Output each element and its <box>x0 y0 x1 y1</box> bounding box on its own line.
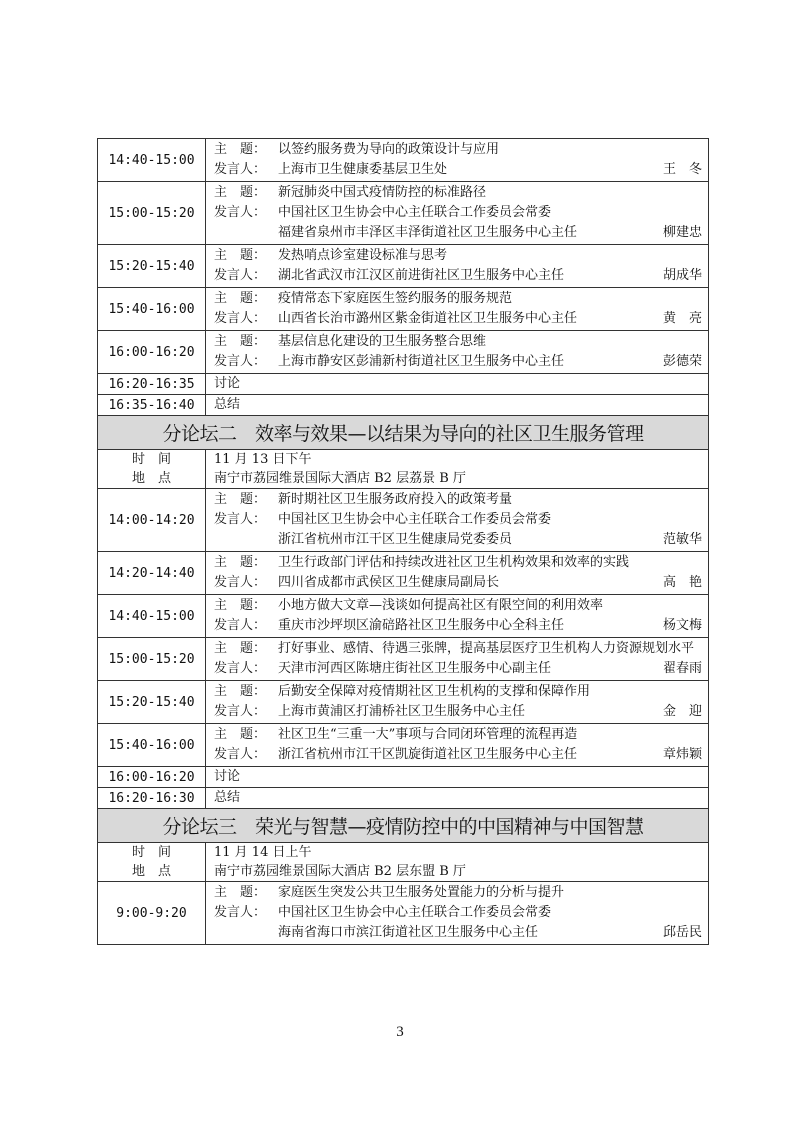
topic-text: 基层信息化建设的卫生服务整合思维 <box>278 334 487 349</box>
topic-line <box>214 183 702 203</box>
session-time: 16:00-16:20 <box>98 331 206 374</box>
speaker-line <box>214 573 702 593</box>
topic-line <box>214 332 702 352</box>
speaker-name: 黄 亮 <box>662 311 702 326</box>
speaker-org: 山西省长治市潞州区紫金街道社区卫生服务中心主任 <box>278 311 578 326</box>
topic-label: 主 题： <box>214 727 267 742</box>
topic-label: 主 题： <box>214 598 267 613</box>
speaker-org: 海南省海口市滨江街道社区卫生服务中心主任 <box>278 925 539 940</box>
topic-line <box>214 682 702 702</box>
speaker-line <box>214 903 702 923</box>
time-place-values <box>206 843 709 882</box>
session-info <box>206 552 709 595</box>
session-time: 16:00-16:20 <box>98 767 206 788</box>
topic-text: 发热哨点诊室建设标准与思考 <box>278 248 448 263</box>
session-row <box>98 767 709 788</box>
session-row <box>98 245 709 288</box>
session-time: 15:20-15:40 <box>98 245 206 288</box>
speaker-line <box>214 659 702 679</box>
session-info <box>206 331 709 374</box>
session-row <box>98 288 709 331</box>
time-place-labels <box>98 450 206 489</box>
topic-text: 社区卫生“三重一大”事项与合同闭环管理的流程再造 <box>278 727 578 742</box>
topic-label: 主 题： <box>214 291 267 306</box>
speaker-name: 邱岳民 <box>662 925 702 940</box>
forum-place: 南宁市荔园维景国际大酒店 B2 层荔景 B 厅 <box>214 471 466 486</box>
session-time: 14:20-14:40 <box>98 552 206 595</box>
session-note: 总结 <box>206 395 709 416</box>
speaker-line <box>214 923 702 943</box>
topic-label: 主 题： <box>214 142 267 157</box>
topic-text: 家庭医生突发公共卫生服务处置能力的分析与提升 <box>278 885 565 900</box>
session-info <box>206 681 709 724</box>
forum-time: 11 月 13 日下午 <box>214 452 312 467</box>
topic-line <box>214 289 702 309</box>
forum-header-row <box>98 416 709 450</box>
speaker-label: 发言人： <box>214 905 267 920</box>
speaker-label: 发言人： <box>214 354 267 369</box>
session-time: 16:20-16:30 <box>98 788 206 809</box>
session-info <box>206 245 709 288</box>
session-row <box>98 882 709 945</box>
schedule-table <box>97 138 709 945</box>
session-row <box>98 788 709 809</box>
topic-label: 主 题： <box>214 248 267 263</box>
session-info <box>206 182 709 245</box>
session-time: 16:35-16:40 <box>98 395 206 416</box>
speaker-name: 柳建忠 <box>662 225 702 240</box>
session-info <box>206 288 709 331</box>
topic-text: 小地方做大文章—浅谈如何提高社区有限空间的利用效率 <box>278 598 604 613</box>
session-info <box>206 595 709 638</box>
session-row <box>98 552 709 595</box>
session-row <box>98 374 709 395</box>
speaker-line <box>214 745 702 765</box>
speaker-org: 重庆市沙坪坝区渝碚路社区卫生服务中心全科主任 <box>278 618 565 633</box>
speaker-line <box>214 616 702 636</box>
page-number: 3 <box>396 1024 404 1040</box>
speaker-org: 中国社区卫生协会中心主任联合工作委员会常委 <box>278 512 552 527</box>
topic-line <box>214 553 702 573</box>
time-label: 时 间 <box>131 845 171 860</box>
speaker-org: 浙江省杭州市江干区凯旋街道社区卫生服务中心主任 <box>278 747 578 762</box>
topic-label: 主 题： <box>214 555 267 570</box>
speaker-line <box>214 309 702 329</box>
session-time: 9:00-9:20 <box>98 882 206 945</box>
topic-text: 疫情常态下家庭医生签约服务的服务规范 <box>278 291 513 306</box>
place-label: 地 点 <box>131 864 171 879</box>
speaker-org: 中国社区卫生协会中心主任联合工作委员会常委 <box>278 205 552 220</box>
speaker-name: 范敏华 <box>662 532 702 547</box>
speaker-org: 福建省泉州市丰泽区丰泽街道社区卫生服务中心主任 <box>278 225 578 240</box>
speaker-name: 金 迎 <box>662 704 702 719</box>
session-row <box>98 139 709 182</box>
speaker-label: 发言人： <box>214 311 267 326</box>
speaker-line <box>214 352 702 372</box>
speaker-org: 中国社区卫生协会中心主任联合工作委员会常委 <box>278 905 552 920</box>
topic-line <box>214 883 702 903</box>
speaker-name: 彭德荣 <box>662 354 702 369</box>
speaker-org: 湖北省武汉市江汉区前进街社区卫生服务中心主任 <box>278 268 565 283</box>
place-label: 地 点 <box>131 471 171 486</box>
forum-title: 分论坛三 荣光与智慧—疫情防控中的中国精神与中国智慧 <box>98 809 709 843</box>
speaker-label: 发言人： <box>214 512 267 527</box>
session-info <box>206 489 709 552</box>
speaker-label: 发言人： <box>214 704 267 719</box>
session-info <box>206 882 709 945</box>
speaker-name: 胡成华 <box>662 268 702 283</box>
topic-line <box>214 490 702 510</box>
topic-label: 主 题： <box>214 185 267 200</box>
session-time: 15:40-16:00 <box>98 288 206 331</box>
time-label: 时 间 <box>131 452 171 467</box>
session-time: 14:40-15:00 <box>98 139 206 182</box>
speaker-org: 上海市黄浦区打浦桥社区卫生服务中心主任 <box>278 704 526 719</box>
session-time: 16:20-16:35 <box>98 374 206 395</box>
speaker-name: 翟春雨 <box>662 661 702 676</box>
speaker-org: 天津市河西区陈塘庄街社区卫生服务中心副主任 <box>278 661 552 676</box>
speaker-line <box>214 223 702 243</box>
speaker-org: 浙江省杭州市江干区卫生健康局党委委员 <box>278 532 513 547</box>
speaker-name: 王 冬 <box>662 162 702 177</box>
session-time: 15:00-15:20 <box>98 182 206 245</box>
speaker-label: 发言人： <box>214 205 267 220</box>
speaker-name: 高 艳 <box>662 575 702 590</box>
speaker-label: 发言人： <box>214 162 267 177</box>
topic-label: 主 题： <box>214 885 267 900</box>
speaker-line <box>214 702 702 722</box>
speaker-label: 发言人： <box>214 661 267 676</box>
session-row <box>98 638 709 681</box>
session-note: 讨论 <box>206 374 709 395</box>
topic-text: 新冠肺炎中国式疫情防控的标准路径 <box>278 185 487 200</box>
session-time: 15:20-15:40 <box>98 681 206 724</box>
session-time: 15:00-15:20 <box>98 638 206 681</box>
speaker-name: 杨文梅 <box>662 618 702 633</box>
time-place-row <box>98 843 709 882</box>
topic-line <box>214 725 702 745</box>
forum-header-row <box>98 809 709 843</box>
forum-title: 分论坛二 效率与效果—以结果为导向的社区卫生服务管理 <box>98 416 709 450</box>
topic-line <box>214 140 702 160</box>
speaker-name: 章炜颖 <box>662 747 702 762</box>
session-row <box>98 724 709 767</box>
session-info <box>206 724 709 767</box>
session-row <box>98 681 709 724</box>
topic-line <box>214 246 702 266</box>
speaker-label: 发言人： <box>214 747 267 762</box>
topic-text: 卫生行政部门评估和持续改进社区卫生机构效果和效率的实践 <box>278 555 630 570</box>
topic-text: 新时期社区卫生服务政府投入的政策考量 <box>278 492 513 507</box>
time-place-labels <box>98 843 206 882</box>
session-row <box>98 595 709 638</box>
session-note: 讨论 <box>206 767 709 788</box>
session-time: 14:00-14:20 <box>98 489 206 552</box>
topic-text: 以签约服务费为导向的政策设计与应用 <box>278 142 500 157</box>
time-place-row <box>98 450 709 489</box>
topic-line <box>214 596 702 616</box>
session-time: 15:40-16:00 <box>98 724 206 767</box>
speaker-org: 上海市静安区彭浦新村街道社区卫生服务中心主任 <box>278 354 565 369</box>
speaker-org: 上海市卫生健康委基层卫生处 <box>278 162 448 177</box>
session-row <box>98 395 709 416</box>
speaker-line <box>214 160 702 180</box>
speaker-label: 发言人： <box>214 575 267 590</box>
forum-time: 11 月 14 日上午 <box>214 845 312 860</box>
time-place-values <box>206 450 709 489</box>
session-row <box>98 182 709 245</box>
topic-text: 打好事业、感情、待遇三张牌，提高基层医疗卫生机构人力资源规划水平 <box>278 641 695 656</box>
speaker-line <box>214 530 702 550</box>
topic-label: 主 题： <box>214 334 267 349</box>
session-row <box>98 331 709 374</box>
topic-label: 主 题： <box>214 684 267 699</box>
topic-line <box>214 639 702 659</box>
session-note: 总结 <box>206 788 709 809</box>
speaker-line <box>214 266 702 286</box>
speaker-label: 发言人： <box>214 268 267 283</box>
topic-label: 主 题： <box>214 641 267 656</box>
speaker-line <box>214 510 702 530</box>
topic-label: 主 题： <box>214 492 267 507</box>
speaker-org: 四川省成都市武侯区卫生健康局副局长 <box>278 575 500 590</box>
speaker-label: 发言人： <box>214 618 267 633</box>
session-info <box>206 638 709 681</box>
session-info <box>206 139 709 182</box>
topic-text: 后勤安全保障对疫情期社区卫生机构的支撑和保障作用 <box>278 684 591 699</box>
session-row <box>98 489 709 552</box>
forum-place: 南宁市荔园维景国际大酒店 B2 层东盟 B 厅 <box>214 864 466 879</box>
session-time: 14:40-15:00 <box>98 595 206 638</box>
speaker-line <box>214 203 702 223</box>
